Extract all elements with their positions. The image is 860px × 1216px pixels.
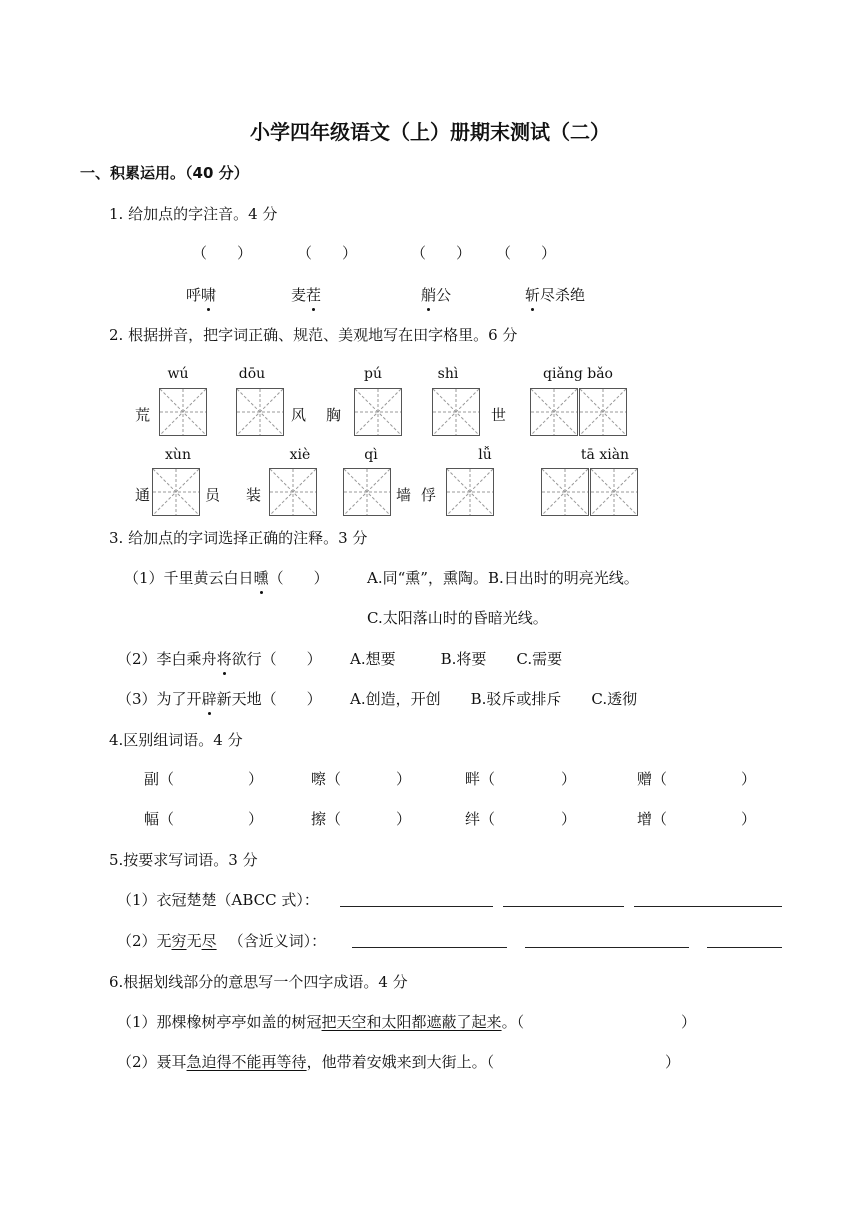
dotted-char: 啸 <box>201 286 217 304</box>
q6-close: ） <box>665 1053 681 1071</box>
underlined-phrase: 急迫得不能再等待 <box>186 1053 307 1071</box>
pinyin-label: qì <box>364 447 378 463</box>
dotted-char: 将 <box>216 650 232 668</box>
q1-word: 呼啸 <box>186 286 217 304</box>
underlined-phrase: 把天空和太阳都遮蔽了起来 <box>321 1013 502 1031</box>
given-char: 荒 <box>135 406 151 424</box>
q4-char: 赠（ <box>637 770 668 788</box>
tianzige-box[interactable] <box>446 468 494 516</box>
given-char: 俘 <box>421 486 437 504</box>
pinyin-label: qiǎng bǎo <box>543 366 613 382</box>
q4-close: ） <box>561 810 577 828</box>
q4-char: 绊（ <box>465 810 496 828</box>
q4-char: 增（ <box>637 810 668 828</box>
q3-item: （1）千里黄云白日曛（ ） <box>124 569 329 587</box>
q4-close: ） <box>741 770 757 788</box>
q6-item-1: （1）那棵橡树亭亭如盖的树冠把天空和太阳都遮蔽了起来。（ <box>117 1013 525 1031</box>
answer-line[interactable] <box>503 906 624 907</box>
given-char: 风 <box>291 406 307 424</box>
tianzige-box[interactable] <box>236 388 284 436</box>
given-char: 装 <box>246 486 262 504</box>
answer-paren: （ ） <box>411 244 472 262</box>
tianzige-box[interactable] <box>530 388 578 436</box>
dotted-char: 茬 <box>306 286 322 304</box>
q1-word: 艄公 <box>421 286 452 304</box>
answer-line[interactable] <box>352 947 507 948</box>
dotted-char: 斩 <box>525 286 541 304</box>
question-5-prompt: 5.按要求写词语。3 分 <box>109 851 258 869</box>
dotted-char: 曛 <box>253 569 269 587</box>
tianzige-box[interactable] <box>579 388 627 436</box>
answer-line[interactable] <box>340 906 493 907</box>
question-3-prompt: 3. 给加点的字词选择正确的注释。3 分 <box>109 529 368 547</box>
q3-options: A.想要 B.将要 C.需要 <box>350 650 563 668</box>
given-char: 胸 <box>326 406 342 424</box>
pinyin-label: pú <box>364 366 382 382</box>
tianzige-box[interactable] <box>590 468 638 516</box>
tianzige-box[interactable] <box>269 468 317 516</box>
pinyin-label: shì <box>437 366 459 382</box>
q5-item-1: （1）衣冠楚楚（ABCC 式）： <box>117 891 319 909</box>
q4-char: 副（ <box>144 770 175 788</box>
pinyin-label: tā xiàn <box>580 447 630 463</box>
q3-options: A.同“熏”，熏陶。B.日出时的明亮光线。 <box>367 569 639 587</box>
answer-paren: （ ） <box>297 244 358 262</box>
q3-item: （2）李白乘舟将欲行（ ） <box>117 650 322 668</box>
tianzige-box[interactable] <box>343 468 391 516</box>
q1-word: 斩尽杀绝 <box>525 286 586 304</box>
q4-close: ） <box>396 770 412 788</box>
q4-close: ） <box>741 810 757 828</box>
q4-close: ） <box>248 770 264 788</box>
q5-item-2: （2）无穷无尽 （含近义词）： <box>117 932 327 950</box>
answer-line[interactable] <box>634 906 782 907</box>
pinyin-label: lǚ <box>478 447 492 463</box>
q4-char: 擦（ <box>311 810 342 828</box>
page-title: 小学四年级语文（上）册期末测试（二） <box>250 120 610 144</box>
given-char: 墙 <box>396 486 412 504</box>
tianzige-box[interactable] <box>541 468 589 516</box>
q3-item: （3）为了开辟新天地（ ） <box>117 690 322 708</box>
given-char: 世 <box>491 406 507 424</box>
question-6-prompt: 6.根据划线部分的意思写一个四字成语。4 分 <box>109 973 408 991</box>
tianzige-box[interactable] <box>152 468 200 516</box>
tianzige-box[interactable] <box>159 388 207 436</box>
pinyin-label: xiè <box>289 447 311 463</box>
q6-close: ） <box>681 1013 697 1031</box>
q4-char: 嚓（ <box>311 770 342 788</box>
q3-options: A.创造，开创 B.驳斥或排斥 C.透彻 <box>350 690 638 708</box>
tianzige-box[interactable] <box>354 388 402 436</box>
dotted-char: 艄 <box>421 286 437 304</box>
q3-options: C.太阳落山时的昏暗光线。 <box>367 609 548 627</box>
pinyin-label: xùn <box>165 447 191 463</box>
q4-close: ） <box>248 810 264 828</box>
given-char: 通 <box>135 486 151 504</box>
answer-paren: （ ） <box>192 244 253 262</box>
tianzige-box[interactable] <box>432 388 480 436</box>
question-2-prompt: 2. 根据拼音，把字词正确、规范、美观地写在田字格里。6 分 <box>109 326 518 344</box>
pinyin-label: dōu <box>238 366 266 382</box>
q4-close: ） <box>396 810 412 828</box>
answer-line[interactable] <box>525 947 689 948</box>
q6-item-2: （2）聂耳急迫得不能再等待，他带着安娥来到大街上。（ <box>117 1053 495 1071</box>
section-heading: 一、积累运用。（40 分） <box>80 164 249 182</box>
given-char: 员 <box>205 486 221 504</box>
answer-line[interactable] <box>707 947 782 948</box>
q1-word: 麦茬 <box>291 286 322 304</box>
question-1-prompt: 1. 给加点的字注音。4 分 <box>109 205 278 223</box>
dotted-char: 辟 <box>201 690 217 708</box>
q4-close: ） <box>561 770 577 788</box>
q4-char: 幅（ <box>144 810 175 828</box>
answer-paren: （ ） <box>496 244 557 262</box>
question-4-prompt: 4.区别组词语。4 分 <box>109 731 243 749</box>
q4-char: 畔（ <box>465 770 496 788</box>
pinyin-label: wú <box>167 366 189 382</box>
